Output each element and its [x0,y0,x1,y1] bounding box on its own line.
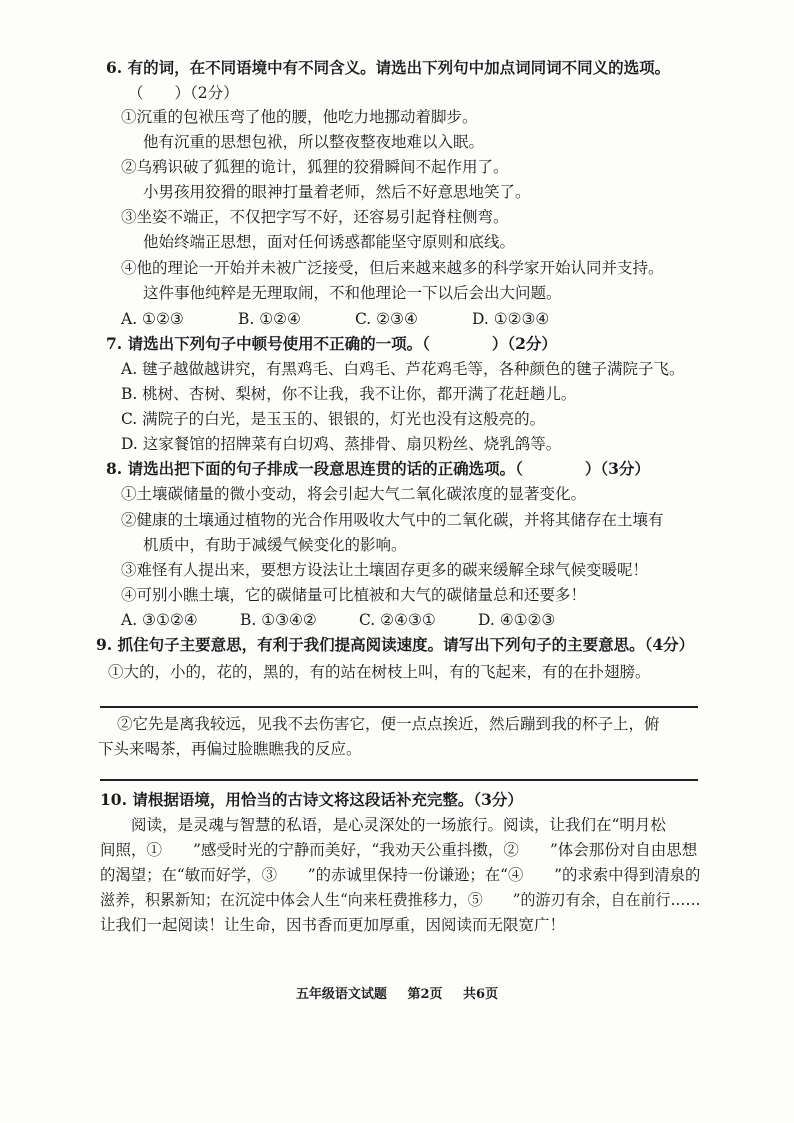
footer-page: 第2页 [407,987,443,1002]
q9-stem: 9. 抓住句子主要意思，有利于我们提高阅读速度。请写出下列句子的主要意思。（4分） [96,635,695,654]
q8-option-d: D. ④①②③ [478,611,556,629]
footer-title: 五年级语文试题 [295,987,387,1002]
q10-paragraph-line: 阅读，是灵魂与智慧的私语，是心灵深处的一场旅行。阅读，让我们在“明月松 [131,816,666,834]
q6-stem: 6. 有的词，在不同语境中有不同含义。请选出下列句中加点词同词不同义的选项。 [106,58,671,77]
q6-blank: （ ）（2分） [128,84,239,102]
q8-item: 机质中，有助于减缓气候变化的影响。 [143,536,407,554]
q6-item: ③坐姿不端正，不仅把字写不好，还容易引起脊柱侧弯。 [121,208,509,226]
q10-stem: 10. 请根据语境，用恰当的古诗文将这段话补充完整。（3分） [100,790,523,809]
q6-item: ②乌鸦识破了狐狸的诡计，狐狸的狡猾瞬间不起作用了。 [121,158,509,176]
q10-paragraph-line: 的渴望；在“敏而好学，③ ”的赤诚里保持一份谦逊；在“④ ”的求索中得到清泉的 [100,866,701,884]
q9-sentence-1: ①大的，小的，花的，黑的，有的站在树枝上叫，有的飞起来，有的在扑翅膀。 [108,663,651,681]
q7-stem: 7. 请选出下列句子中顿号使用不正确的一项。（ ）（2分） [106,334,557,353]
q7-option-b: B. 桃树、杏树、梨树，你不让我，我不让你，都开满了花赶趟儿。 [121,385,577,403]
q8-option-b: B. ①③④② [240,611,317,629]
q10-paragraph-line: 滋养，积累新知；在沉淀中体会人生“向来枉费推移力，⑤ ”的游刃有余，自在前行…… [100,891,701,909]
q8-item: ④可别小瞧土壤，它的碳储量可比植被和大气的碳储量总和还要多！ [121,586,587,604]
q7-option-d: D. 这家餐馆的招牌菜有白切鸡、蒸排骨、扇贝粉丝、烧乳鸽等。 [121,435,562,453]
q6-item: 他始终端正思想，面对任何诱惑都能坚守原则和底线。 [143,233,516,251]
q6-item: 小男孩用狡猾的眼神打量着老师，然后不好意思地笑了。 [143,183,531,201]
q6-item: ①沉重的包袱压弯了他的腰，他吃力地挪动着脚步。 [121,108,478,126]
q8-option-c: C. ②④③① [359,611,436,629]
q6-option-d: D. ①②③④ [472,310,550,328]
q10-paragraph-line: 让我们一起阅读！让生命，因书香而更加厚重，因阅读而无限宽广！ [100,916,566,934]
q7-option-a: A. 毽子越做越讲究，有黑鸡毛、白鸡毛、芦花鸡毛等，各种颜色的毽子满院子飞。 [121,360,685,378]
q8-item: ③难怪有人提出来，要想方设法让土壤固存更多的碳来缓解全球气候变暖呢！ [121,561,649,579]
q6-item: 这件事他纯粹是无理取闹，不和他理论一下以后会出大问题。 [143,284,562,302]
q9-sentence-2-cont: 下头来喝茶，再偏过脸瞧瞧我的反应。 [98,740,362,758]
page-footer [0,983,794,1002]
q6-item: 他有沉重的思想包袱，所以整夜整夜地难以入眠。 [143,133,485,151]
q7-option-c: C. 满院子的白光，是玉玉的、银银的，灯光也没有这般亮的。 [121,410,546,428]
q9-sentence-2: ②它先是离我较远，见我不去伤害它，便一点点挨近，然后蹦到我的杯子上，俯 [117,715,660,733]
q8-item: ②健康的土壤通过植物的光合作用吸收大气中的二氧化碳，并将其储存在土壤有 [121,511,664,529]
q8-option-a: A. ③①②④ [121,611,198,629]
q10-paragraph-line: 间照，① ”感受时光的宁静而美好，“我劝天公重抖擞，② ”体会那份对自由思想 [100,841,698,859]
q6-option-b: B. ①②④ [238,310,301,328]
q9-answer-line-1[interactable] [100,706,698,708]
q8-stem: 8. 请选出把下面的句子排成一段意思连贯的话的正确选项。（ ）（3分） [106,459,650,478]
footer-total: 共6页 [463,987,499,1002]
q6-option-c: C. ②③④ [355,310,418,328]
q8-item: ①土壤碳储量的微小变动，将会引起大气二氧化碳浓度的显著变化。 [121,485,587,503]
q6-item: ④他的理论一开始并未被广泛接受，但后来越来越多的科学家开始认同并支持。 [121,259,664,277]
q6-option-a: A. ①②③ [121,310,184,328]
q9-answer-line-2[interactable] [100,779,698,781]
